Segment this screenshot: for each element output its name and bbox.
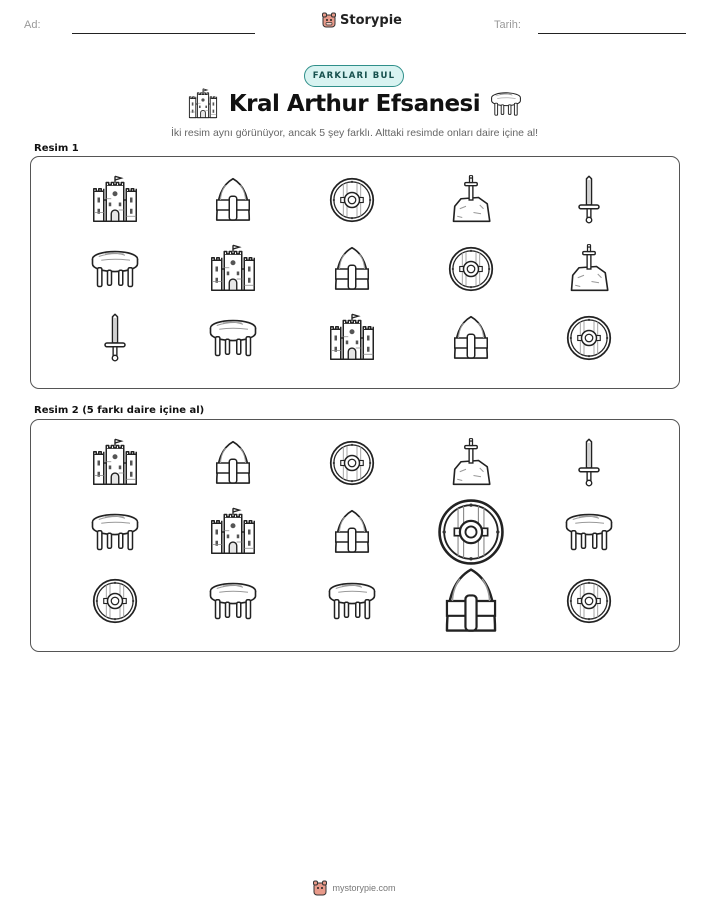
round-table-icon[interactable] (327, 576, 377, 626)
brand-logo (322, 12, 402, 28)
helmet-icon[interactable] (208, 175, 258, 225)
round-table-icon[interactable] (564, 507, 614, 557)
shield-icon[interactable] (327, 438, 377, 488)
castle-icon (187, 88, 219, 120)
shield-icon[interactable] (434, 495, 508, 569)
round-table-icon (490, 88, 522, 120)
round-table-icon[interactable] (90, 244, 140, 294)
shield-icon[interactable] (90, 576, 140, 626)
brand-name: Storypie (340, 12, 402, 28)
badge: FARKLARI BUL (304, 65, 404, 87)
footer (0, 880, 709, 896)
instructions: İki resim aynı görünüyor, ancak 5 şey farklı. Alttaki resimde onları daire içine al! (170, 127, 539, 139)
helmet-icon[interactable] (327, 244, 377, 294)
helmet-icon[interactable] (327, 507, 377, 557)
castle-icon[interactable] (327, 313, 377, 363)
round-table-icon[interactable] (90, 507, 140, 557)
sword-in-stone-icon[interactable] (446, 175, 496, 225)
sword-icon[interactable] (90, 313, 140, 363)
name-label: Ad: (24, 19, 41, 31)
footer-url: mystorypie.com (332, 883, 396, 893)
picture1-label: Resim 1 (34, 143, 79, 154)
sword-in-stone-icon[interactable] (446, 438, 496, 488)
picture1-panel (30, 156, 680, 389)
helmet-icon[interactable] (208, 438, 258, 488)
shield-icon[interactable] (564, 576, 614, 626)
castle-icon[interactable] (90, 175, 140, 225)
title-row (0, 88, 709, 120)
castle-icon[interactable] (208, 244, 258, 294)
date-line[interactable] (538, 33, 686, 34)
name-line[interactable] (72, 33, 255, 34)
date-label: Tarih: (494, 19, 521, 31)
picture2-label: Resim 2 (5 farkı daire içine al) (34, 405, 205, 416)
picture2-panel (30, 419, 680, 652)
page-title: Kral Arthur Efsanesi (228, 91, 481, 117)
sword-icon[interactable] (564, 438, 614, 488)
shield-icon[interactable] (446, 244, 496, 294)
round-table-icon[interactable] (208, 576, 258, 626)
storypie-mascot-icon (313, 880, 327, 896)
castle-icon[interactable] (208, 507, 258, 557)
round-table-icon[interactable] (208, 313, 258, 363)
shield-icon[interactable] (327, 175, 377, 225)
helmet-icon[interactable] (446, 313, 496, 363)
shield-icon[interactable] (564, 313, 614, 363)
sword-in-stone-icon[interactable] (564, 244, 614, 294)
storypie-mascot-icon (322, 12, 336, 28)
helmet-icon[interactable] (434, 564, 508, 638)
sword-icon[interactable] (564, 175, 614, 225)
castle-icon[interactable] (90, 438, 140, 488)
